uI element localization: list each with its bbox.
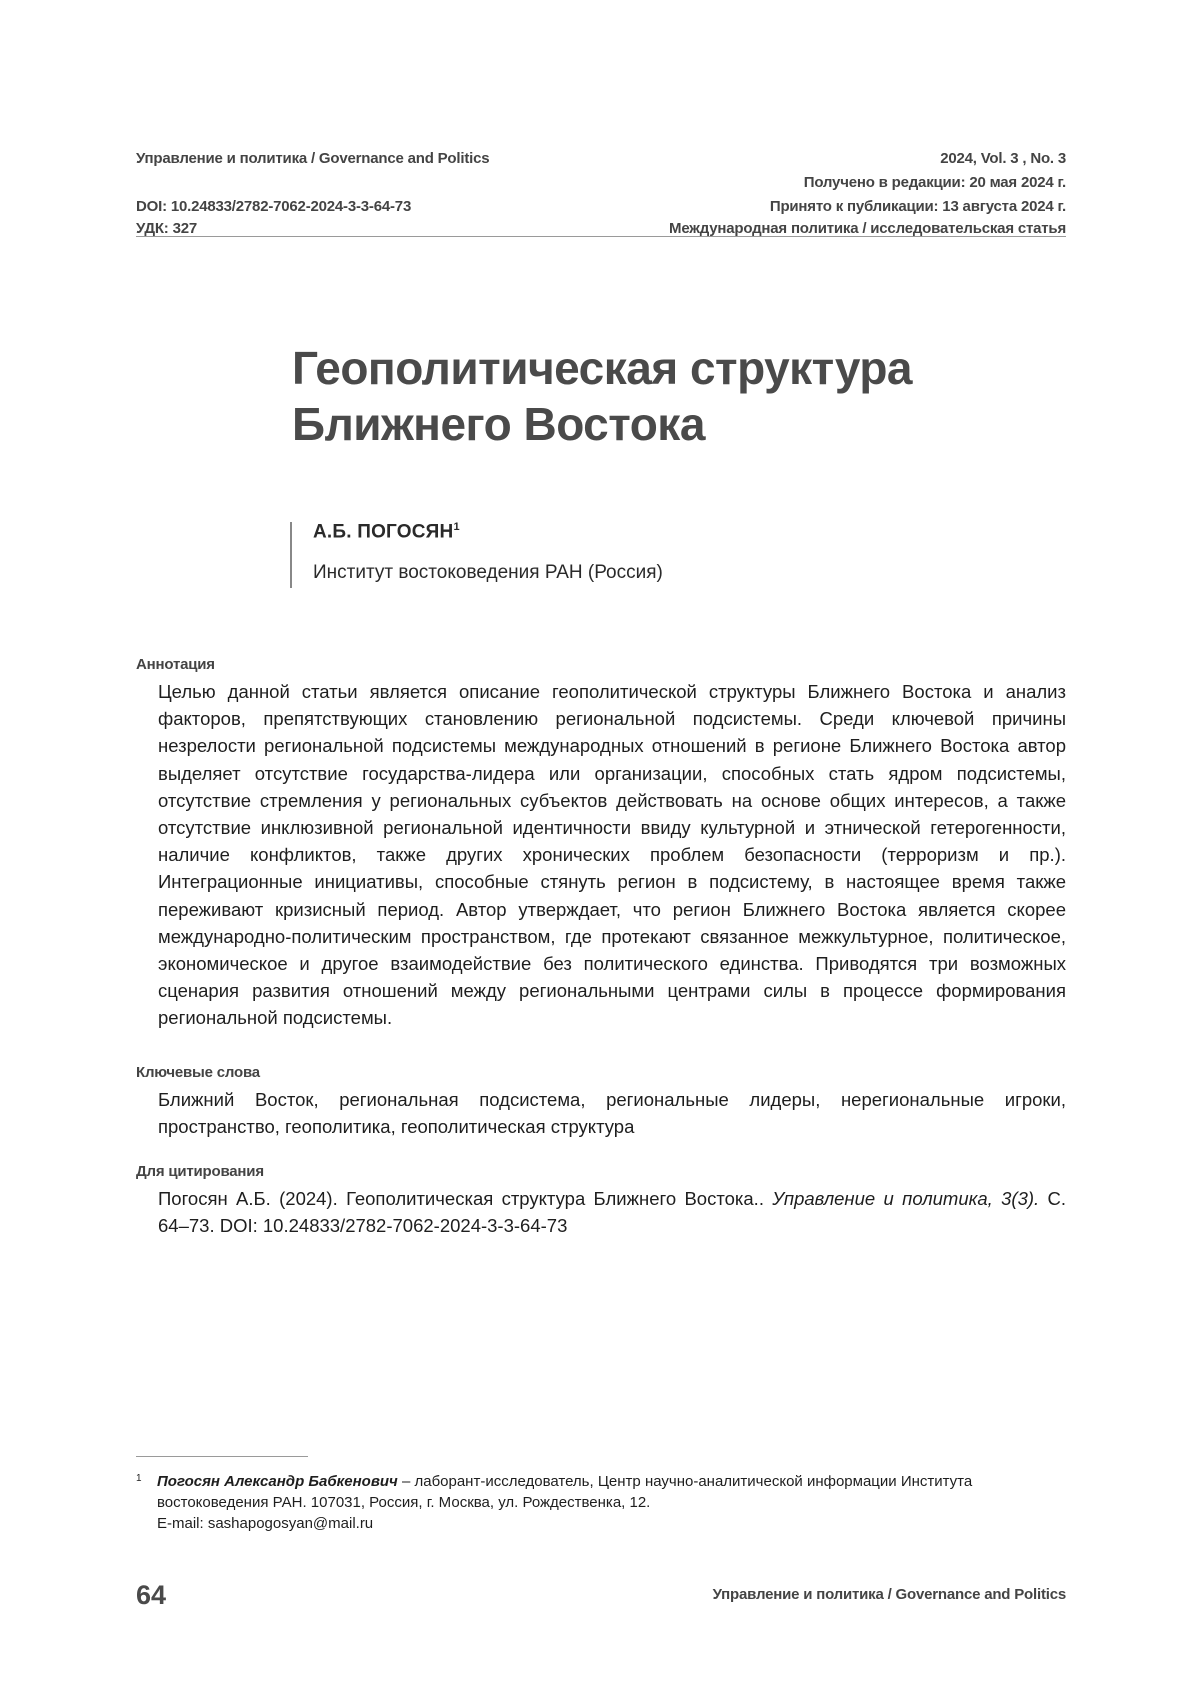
header-received-date: Получено в редакции: 20 мая 2024 г.: [804, 174, 1066, 191]
header-category: Международная политика / исследовательская статья: [669, 220, 1066, 237]
page-number: 64: [136, 1580, 166, 1611]
footnote: [136, 1471, 1066, 1534]
citation-text: [158, 1185, 1066, 1239]
header-divider: [136, 236, 1066, 237]
keywords-text: Ближний Восток, региональная подсистема, региональные лидеры, нерегиональные игроки, пространство, геополитика, геополитическая структура: [158, 1086, 1066, 1140]
header-doi: DOI: 10.24833/2782-7062-2024-3-3-64-73: [136, 198, 411, 215]
footnote-divider: [136, 1456, 308, 1457]
abstract-text: Целью данной статьи является описание геополитической структуры Ближнего Востока и анализ факторов, препятствующих становлению региональной подсистемы. Среди ключевой причины незрелости региональной подсистемы международных отношений в регионе Ближнего Востока автор выделяет отсутствие государства-лидера или организации, способных стать ядром подсистемы, отсутствие стремления у региональных субъектов действовать на основе общих интересов, а также отсутствие инклюзивной региональной идентичности ввиду культурной и этнической гетерогенности, наличие конфликтов, также других хронических проблем безопасности (терроризм и пр.). Интеграционные инициативы, способные стянуть регион в подсистему, в настоящее время также переживают кризисный период. Автор утверждает, что регион Ближнего Востока является скорее международно-политическим пространством, где протекают связанное межкультурное, политическое, экономическое и другое взаимодействие без политического единства. Приводятся три возможных сценария развития отношений между региональными центрами силы в процессе формирования региональной подсистемы.: [158, 678, 1066, 1032]
abstract-label: Аннотация: [136, 656, 215, 673]
citation-label: Для цитирования: [136, 1163, 264, 1180]
article-title: [292, 340, 912, 452]
keywords-label: Ключевые слова: [136, 1064, 260, 1081]
footnote-text: [157, 1471, 1066, 1534]
author-name-text: А.Б. ПОГОСЯН: [313, 521, 453, 542]
header-journal-name: Управление и политика / Governance and Politics: [136, 150, 489, 167]
citation-suffix: С. 64–73. DOI: 10.24833/2782-7062-2024-3-3-64-73: [158, 1188, 1066, 1236]
footnote-author-name: Погосян Александр Бабкенович: [157, 1473, 398, 1490]
citation-journal: Управление и политика, 3(3).: [772, 1188, 1039, 1209]
footer-journal-name: Управление и политика / Governance and Politics: [713, 1586, 1066, 1603]
header-issue: 2024, Vol. 3 , No. 3: [940, 150, 1066, 167]
header-udk: УДК: 327: [136, 220, 197, 237]
footnote-body: – лаборант-исследователь, Центр научно-аналитической информации Института востоковедения РАН. 107031, Россия, г. Москва, ул. Рождественка, 12.: [157, 1473, 972, 1511]
footnote-email[interactable]: E-mail: sashapogosyan@mail.ru: [157, 1515, 373, 1532]
citation-prefix: Погосян А.Б. (2024). Геополитическая структура Ближнего Востока..: [158, 1188, 772, 1209]
header-accepted-date: Принято к публикации: 13 августа 2024 г.: [770, 198, 1066, 215]
footnote-mark: 1: [136, 1468, 142, 1489]
article-title-line-1: Геополитическая структура: [292, 340, 912, 396]
author-footnote-mark[interactable]: 1: [453, 521, 459, 533]
author-name: [313, 521, 460, 543]
author-affiliation: Институт востоковедения РАН (Россия): [313, 562, 663, 584]
article-title-line-2: Ближнего Востока: [292, 396, 912, 452]
author-accent-bar: [290, 522, 292, 588]
